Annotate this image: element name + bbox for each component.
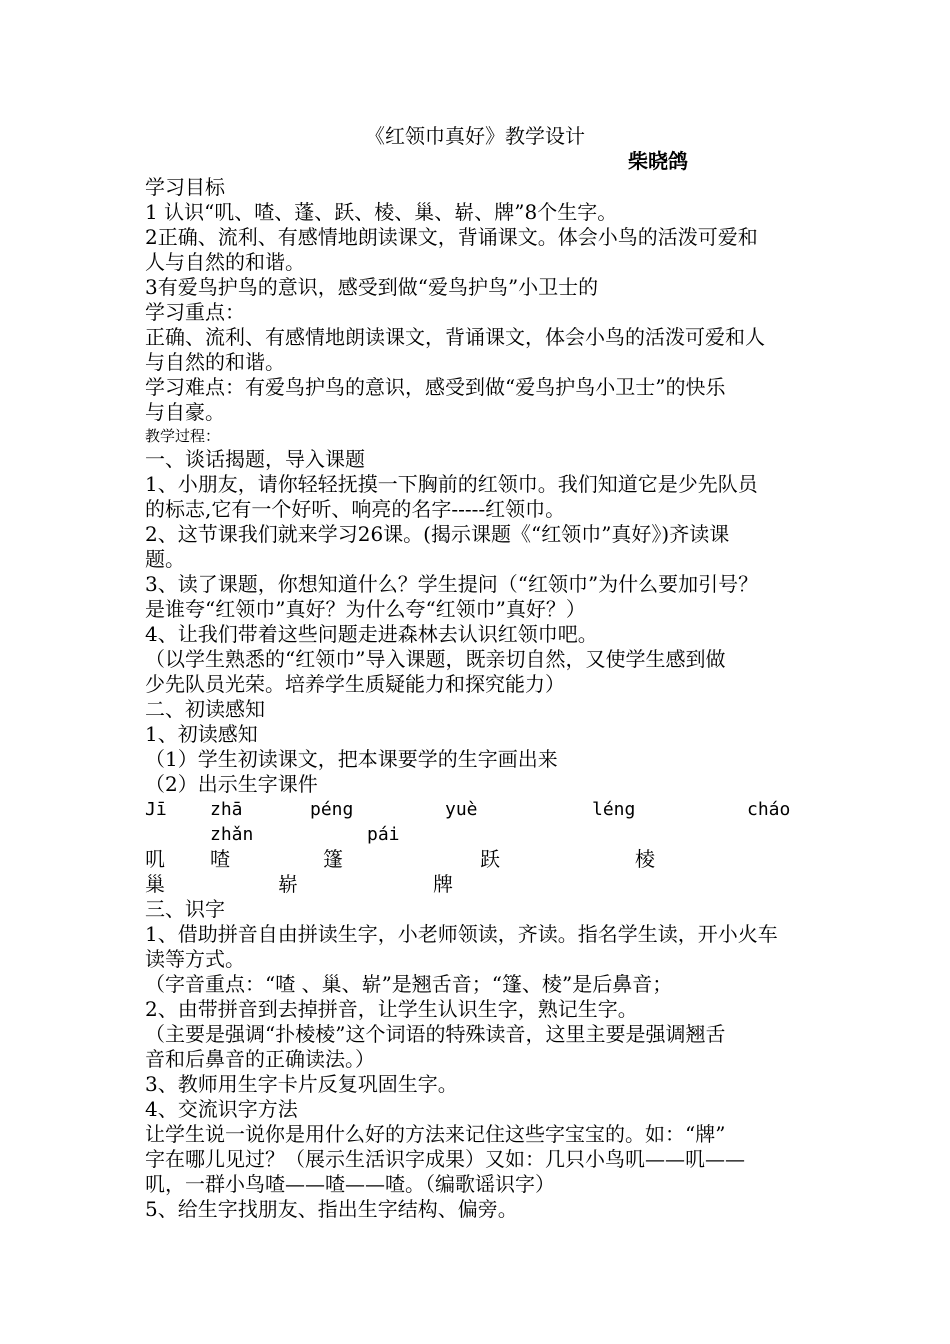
character-item: 叽 [145,847,165,871]
text-line: 读等方式。 [145,947,245,971]
text-line: 字在哪儿见过？（展示生活识字成果）又如：几只小鸟叽——叽—— [145,1147,745,1171]
text-line: 3、读了课题，你想知道什么？学生提问（“红领巾”为什么要加引号？ [145,572,759,596]
character-item: 喳 [210,847,230,871]
text-line: 1、小朋友，请你轻轻抚摸一下胸前的红领巾。我们知道它是少先队员 [145,472,758,496]
text-line: 1 认识“叽、喳、蓬、跃、棱、巢、崭、牌”8个生字。 [145,200,618,224]
text-line: 的标志,它有一个好听、响亮的名字-----红领巾。 [145,497,566,521]
character-item: 棱 [635,847,655,871]
text-line: （以学生熟悉的“红领巾”导入课题，既亲切自然，又使学生感到做 [145,647,726,671]
text-line: 三、识字 [145,897,225,921]
document-body [145,175,810,1222]
text-line: 1、初读感知 [145,722,258,746]
text-line: 学习目标 [145,175,225,199]
character-item: 跃 [480,847,500,871]
pinyin-item: pái [367,824,400,845]
text-line: 4、交流识字方法 [145,1097,298,1121]
text-line: 2、这节课我们就来学习26课。(揭示课题《“红领巾”真好》)齐读课 [145,522,730,546]
text-line: 是谁夸“红领巾”真好？为什么夸“红领巾”真好？） [145,597,586,621]
pinyin-item: léng [592,799,636,820]
pinyin-item: cháo [747,799,791,820]
text-line: （主要是强调“扑棱棱”这个词语的特殊读音，这里主要是强调翘舌 [145,1022,726,1046]
text-line: （2）出示生字课件 [145,772,318,796]
text-line: 与自然的和谐。 [145,350,285,374]
text-line: 与自豪。 [145,400,225,424]
document-title: 《红领巾真好》教学设计 [365,124,585,148]
character-item: 牌 [433,872,453,896]
text-line: （字音重点：“喳 、巢、崭”是翘舌音；“篷、棱”是后鼻音； [145,972,673,996]
text-line: 叽，一群小鸟喳——喳——喳。（编歌谣识字） [145,1172,555,1196]
character-item: 崭 [278,872,298,896]
text-line: 4、让我们带着这些问题走进森林去认识红领巾吧。 [145,622,598,646]
text-line: （1）学生初读课文，把本课要学的生字画出来 [145,747,558,771]
text-line: 学习难点：有爱鸟护鸟的意识，感受到做“爱鸟护鸟小卫士”的快乐 [145,375,726,399]
text-line: 2、由带拼音到去掉拼音，让学生认识生字，熟记生字。 [145,997,638,1021]
text-line: 音和后鼻音的正确读法。） [145,1047,375,1071]
text-line: 一、谈话揭题，导入课题 [145,447,365,471]
pinyin-row [145,822,810,847]
text-line: 少先队员光荣。培养学生质疑能力和探究能力） [145,672,565,696]
character-table [145,797,810,897]
text-line: 3、教师用生字卡片反复巩固生字。 [145,1072,458,1096]
character-row [145,872,810,897]
text-line: 2正确、流利、有感情地朗读课文，背诵课文。体会小鸟的活泼可爱和 [145,225,758,249]
pinyin-item: zhā [210,799,243,820]
pinyin-item: zhǎn [210,824,254,845]
text-line: 人与自然的和谐。 [145,250,305,274]
section-objectives [145,175,810,425]
text-line: 学习重点： [145,300,245,324]
character-item: 巢 [145,872,165,896]
pinyin-item: péng [310,799,354,820]
pinyin-item: yuè [445,799,478,820]
text-line: 5、给生字找朋友、指出生字结构、偏旁。 [145,1197,518,1221]
text-line: 正确、流利、有感情地朗读课文，背诵课文，体会小鸟的活泼可爱和人 [145,325,765,349]
text-line: 二、初读感知 [145,697,265,721]
text-line: 3有爱鸟护鸟的意识，感受到做“爱鸟护鸟”小卫士的 [145,275,599,299]
section-literacy [145,897,810,1222]
pinyin-item: Jī [145,799,167,820]
text-line: 1、借助拼音自由拼读生字，小老师领读，齐读。指名学生读，开小火车 [145,922,778,946]
text-line: 题。 [145,547,185,571]
character-item: 篷 [323,847,343,871]
character-row [145,847,810,872]
author-name: 柴晓鸽 [628,149,688,173]
text-line: 让学生说一说你是用什么好的方法来记住这些字宝宝的。如：“牌” [145,1122,726,1146]
section-process [145,447,810,797]
pinyin-row [145,797,810,822]
process-label: 教学过程： [145,427,221,445]
